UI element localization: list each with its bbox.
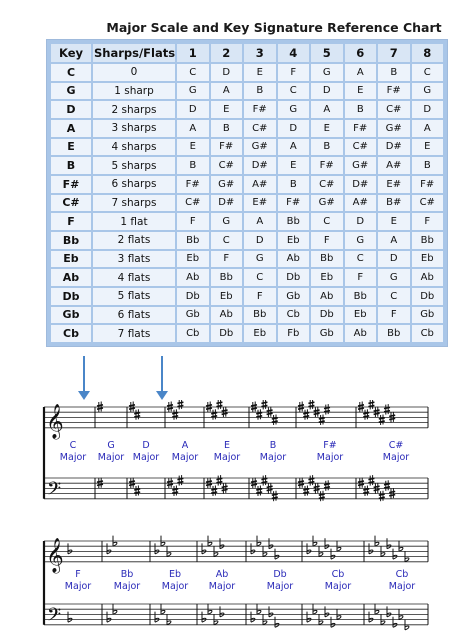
scale-note-cell: Db bbox=[412, 288, 444, 305]
key-label bbox=[258, 569, 302, 593]
key-label-name: B bbox=[269, 440, 277, 451]
scale-note-cell: Db bbox=[211, 325, 243, 342]
scale-note-cell: G# bbox=[378, 120, 410, 137]
scale-note-cell: Cb bbox=[177, 325, 209, 342]
scale-note-cell: G bbox=[311, 64, 343, 81]
flat-sign-icon bbox=[155, 612, 159, 623]
sharp-sign-icon bbox=[177, 400, 183, 409]
scale-note-cell: B bbox=[345, 101, 377, 118]
scale-note-cell: C# bbox=[378, 101, 410, 118]
flat-sign-icon bbox=[269, 606, 273, 617]
chart-title: Major Scale and Key Signature Reference Chart bbox=[106, 20, 442, 35]
flat-sign-icon bbox=[325, 538, 329, 549]
sharps-flats-cell: 4 flats bbox=[93, 269, 175, 286]
sharp-sign-icon bbox=[134, 409, 140, 420]
sharp-sign-icon bbox=[134, 486, 140, 497]
key-label-word: Major bbox=[316, 452, 344, 463]
key-label-word: Major bbox=[259, 452, 287, 463]
scale-note-cell: Eb bbox=[244, 325, 276, 342]
scale-note-cell: D bbox=[378, 251, 410, 268]
key-cell: Ab bbox=[51, 269, 91, 286]
scale-note-cell: E bbox=[211, 101, 243, 118]
table-row bbox=[51, 269, 443, 286]
scale-note-cell: Bb bbox=[412, 232, 444, 249]
sharp-sign-icon bbox=[272, 491, 278, 502]
scale-note-cell: G bbox=[177, 83, 209, 100]
scale-note-cell: Cb bbox=[278, 307, 310, 324]
sharp-sign-icon bbox=[177, 475, 183, 486]
scale-note-cell: E# bbox=[378, 176, 410, 193]
scale-note-cell: Db bbox=[311, 307, 343, 324]
scale-note-cell: F bbox=[345, 269, 377, 286]
scale-note-cell: E bbox=[244, 64, 276, 81]
key-cell: F bbox=[51, 213, 91, 230]
scale-note-cell: Bb bbox=[244, 307, 276, 324]
flat-sign-icon bbox=[220, 538, 224, 549]
column-header-degree-4: 4 bbox=[278, 44, 310, 62]
scale-note-cell: B bbox=[278, 176, 310, 193]
scale-note-cell: G bbox=[244, 251, 276, 268]
table-row bbox=[51, 139, 443, 156]
sharps-flats-cell: 1 flat bbox=[93, 213, 175, 230]
scale-note-cell: F bbox=[278, 64, 310, 81]
scale-note-cell: E bbox=[378, 213, 410, 230]
scale-note-cell: F# bbox=[378, 83, 410, 100]
scale-note-cell: D bbox=[177, 101, 209, 118]
key-label bbox=[205, 440, 249, 464]
scale-note-cell: C# bbox=[412, 195, 444, 212]
column-header-degree-3: 3 bbox=[244, 44, 276, 62]
column-header-key: Key bbox=[51, 44, 91, 62]
key-label-name: Cb bbox=[395, 569, 409, 580]
flat-sign-icon bbox=[275, 617, 279, 628]
sharp-sign-icon bbox=[272, 415, 278, 426]
sharps-flats-cell: 5 sharps bbox=[93, 157, 175, 174]
sharp-sign-icon bbox=[384, 480, 390, 491]
scale-note-cell: B bbox=[378, 64, 410, 81]
scale-note-cell: Db bbox=[278, 269, 310, 286]
scale-note-cell: F bbox=[177, 213, 209, 230]
key-label-name: C# bbox=[388, 440, 404, 451]
flat-sign-icon bbox=[68, 543, 72, 554]
scale-note-cell: A bbox=[311, 101, 343, 118]
scale-note-cell: F bbox=[244, 288, 276, 305]
scale-note-cell: D# bbox=[211, 195, 243, 212]
scale-note-cell: F# bbox=[412, 176, 444, 193]
sharp-sign-icon bbox=[216, 475, 222, 486]
scale-note-cell: C# bbox=[311, 176, 343, 193]
sharps-flats-cell: 2 flats bbox=[93, 232, 175, 249]
key-label bbox=[163, 440, 207, 464]
scale-note-cell: E bbox=[278, 157, 310, 174]
table-row bbox=[51, 325, 443, 342]
scale-note-cell: B bbox=[412, 157, 444, 174]
key-label-name: A bbox=[181, 440, 189, 451]
scale-note-cell: C bbox=[177, 64, 209, 81]
flat-sign-icon bbox=[369, 612, 373, 623]
scale-note-cell: Eb bbox=[345, 307, 377, 324]
scale-note-cell: F# bbox=[244, 101, 276, 118]
table-row bbox=[51, 288, 443, 305]
scale-note-cell: C bbox=[345, 251, 377, 268]
sharp-sign-icon bbox=[216, 400, 222, 409]
key-label bbox=[251, 440, 295, 464]
scale-note-cell: F bbox=[211, 251, 243, 268]
sharp-sign-icon bbox=[368, 400, 374, 409]
flat-sign-icon bbox=[331, 549, 335, 560]
key-cell: Bb bbox=[51, 232, 91, 249]
scale-note-cell: Db bbox=[177, 288, 209, 305]
scale-note-cell: E bbox=[311, 120, 343, 137]
key-label-name: F bbox=[75, 569, 81, 580]
key-label-name: D bbox=[142, 440, 150, 451]
table-row bbox=[51, 101, 443, 118]
sharp-sign-icon bbox=[256, 409, 262, 420]
scale-note-cell: Ab bbox=[311, 288, 343, 305]
sharp-sign-icon bbox=[256, 486, 262, 497]
scale-note-cell: C bbox=[378, 288, 410, 305]
scale-note-cell: Cb bbox=[412, 325, 444, 342]
key-label-word: Major bbox=[382, 452, 410, 463]
flat-sign-icon bbox=[387, 606, 391, 617]
scale-note-cell: Gb bbox=[311, 325, 343, 342]
scale-note-cell: G bbox=[345, 232, 377, 249]
scale-note-cell: Ab bbox=[177, 269, 209, 286]
flat-sign-icon bbox=[331, 617, 335, 628]
key-label-name: E bbox=[223, 440, 230, 451]
key-label bbox=[124, 440, 168, 464]
key-label-word: Major bbox=[266, 581, 294, 592]
scale-note-cell: A bbox=[345, 64, 377, 81]
scale-note-cell: Bb bbox=[378, 325, 410, 342]
scale-note-cell: C bbox=[211, 232, 243, 249]
key-label bbox=[380, 569, 424, 593]
sharps-flats-cell: 1 sharp bbox=[93, 83, 175, 100]
key-label-word: Major bbox=[208, 581, 236, 592]
key-label bbox=[308, 440, 352, 464]
scale-note-cell: A# bbox=[345, 195, 377, 212]
table-body bbox=[51, 64, 443, 342]
scale-note-cell: F# bbox=[211, 139, 243, 156]
scale-note-cell: A bbox=[278, 139, 310, 156]
column-header-degree-7: 7 bbox=[378, 44, 410, 62]
sharps-flats-cell: 0 bbox=[93, 64, 175, 81]
flat-sign-icon bbox=[369, 543, 373, 554]
scale-note-cell: Eb bbox=[278, 232, 310, 249]
scale-note-cell: F# bbox=[177, 176, 209, 193]
key-label-word: Major bbox=[97, 452, 125, 463]
column-header-sharps-flats: Sharps/Flats bbox=[94, 46, 176, 60]
key-cell: C bbox=[51, 64, 91, 81]
flat-sign-icon bbox=[269, 538, 273, 549]
sharp-sign-icon bbox=[261, 400, 267, 409]
scale-note-cell: E# bbox=[244, 195, 276, 212]
down-arrow-icon bbox=[83, 356, 85, 394]
sharp-sign-icon bbox=[324, 404, 330, 415]
flat-sign-icon bbox=[387, 538, 391, 549]
scale-note-cell: F# bbox=[345, 120, 377, 137]
scale-note-cell: G# bbox=[345, 157, 377, 174]
flat-sign-icon bbox=[251, 543, 255, 554]
key-cell: C# bbox=[51, 195, 91, 212]
scale-note-cell: G bbox=[412, 83, 444, 100]
key-label-name: Ab bbox=[215, 569, 229, 580]
key-label-word: Major bbox=[213, 452, 241, 463]
treble-clef-icon: 𝄞 bbox=[46, 404, 64, 439]
scale-note-cell: Fb bbox=[278, 325, 310, 342]
key-label bbox=[316, 569, 360, 593]
scale-note-cell: B bbox=[177, 157, 209, 174]
key-cell: Gb bbox=[51, 307, 91, 324]
sharps-flats-cell: 3 sharps bbox=[93, 120, 175, 137]
key-label-word: Major bbox=[388, 581, 416, 592]
sharp-sign-icon bbox=[363, 409, 369, 420]
key-label-word: Major bbox=[113, 581, 141, 592]
sharp-sign-icon bbox=[384, 404, 390, 415]
flat-sign-icon bbox=[107, 543, 111, 554]
key-label-name: Db bbox=[273, 569, 287, 580]
treble-clef-icon: 𝄞 bbox=[46, 538, 64, 573]
table-row bbox=[51, 251, 443, 268]
scale-note-cell: D bbox=[311, 83, 343, 100]
key-cell: G bbox=[51, 83, 91, 100]
sharps-flats-cell: 7 sharps bbox=[93, 195, 175, 212]
scale-note-cell: Eb bbox=[177, 251, 209, 268]
key-cell: A bbox=[51, 120, 91, 137]
scale-note-cell: D# bbox=[378, 139, 410, 156]
scale-note-cell: D# bbox=[345, 176, 377, 193]
flat-sign-icon bbox=[275, 549, 279, 560]
scale-note-cell: A# bbox=[244, 176, 276, 193]
key-label-name: Cb bbox=[331, 569, 345, 580]
scale-note-cell: D bbox=[211, 64, 243, 81]
scale-note-cell: F bbox=[378, 307, 410, 324]
sharp-sign-icon bbox=[303, 409, 309, 420]
table-row bbox=[51, 213, 443, 230]
flat-sign-icon bbox=[220, 606, 224, 617]
key-label-name: Bb bbox=[120, 569, 134, 580]
scale-note-cell: G bbox=[378, 269, 410, 286]
scale-note-cell: B# bbox=[378, 195, 410, 212]
scale-note-cell: F bbox=[311, 232, 343, 249]
scale-note-cell: A bbox=[177, 120, 209, 137]
scale-note-cell: Bb bbox=[278, 213, 310, 230]
scale-note-cell: A bbox=[244, 213, 276, 230]
sharp-sign-icon bbox=[308, 475, 314, 486]
scale-note-cell: Gb bbox=[278, 288, 310, 305]
scale-note-cell: C# bbox=[177, 195, 209, 212]
flat-sign-icon bbox=[202, 612, 206, 623]
flat-sign-icon bbox=[68, 612, 72, 623]
scale-note-cell: A bbox=[412, 120, 444, 137]
scale-note-cell: Bb bbox=[311, 251, 343, 268]
sharps-flats-cell: 3 flats bbox=[93, 251, 175, 268]
scale-note-cell: G bbox=[278, 101, 310, 118]
key-label-name: G bbox=[107, 440, 115, 451]
flat-sign-icon bbox=[307, 543, 311, 554]
scale-note-cell: C bbox=[244, 269, 276, 286]
scale-note-cell: Eb bbox=[311, 269, 343, 286]
key-label bbox=[153, 569, 197, 593]
key-cell: D bbox=[51, 101, 91, 118]
reference-table bbox=[49, 42, 445, 344]
sharp-sign-icon bbox=[172, 486, 178, 497]
scale-note-cell: G# bbox=[311, 195, 343, 212]
scale-note-cell: C# bbox=[244, 120, 276, 137]
sharp-sign-icon bbox=[211, 409, 217, 420]
column-header-degree-1: 1 bbox=[177, 44, 209, 62]
table-row bbox=[51, 157, 443, 174]
scale-note-cell: E bbox=[345, 83, 377, 100]
scale-note-cell: C bbox=[278, 83, 310, 100]
scale-note-cell: G bbox=[211, 213, 243, 230]
sharp-sign-icon bbox=[363, 486, 369, 497]
key-cell: F# bbox=[51, 176, 91, 193]
key-label bbox=[374, 440, 418, 464]
scale-note-cell: Ab bbox=[345, 325, 377, 342]
flat-sign-icon bbox=[393, 617, 397, 628]
scale-note-cell: F# bbox=[311, 157, 343, 174]
scale-note-cell: F bbox=[412, 213, 444, 230]
column-header-degree-6: 6 bbox=[345, 44, 377, 62]
table-row bbox=[51, 176, 443, 193]
sharps-flats-cell: 2 sharps bbox=[93, 101, 175, 118]
flat-sign-icon bbox=[393, 549, 397, 560]
key-label bbox=[56, 569, 100, 593]
table-row bbox=[51, 120, 443, 137]
scale-note-cell: Bb bbox=[345, 288, 377, 305]
sharp-sign-icon bbox=[319, 415, 325, 426]
scale-note-cell: Ab bbox=[278, 251, 310, 268]
sharps-flats-cell: 6 sharps bbox=[93, 176, 175, 193]
sharps-flats-cell: 7 flats bbox=[93, 325, 175, 342]
scale-note-cell: D# bbox=[244, 157, 276, 174]
scale-note-cell: G# bbox=[244, 139, 276, 156]
scale-note-cell: C bbox=[412, 64, 444, 81]
scale-note-cell: D bbox=[278, 120, 310, 137]
table-row bbox=[51, 307, 443, 324]
column-header-degree-5: 5 bbox=[311, 44, 343, 62]
table-row bbox=[51, 195, 443, 212]
bass-clef-icon: 𝄢 bbox=[47, 605, 62, 630]
scale-note-cell: Bb bbox=[177, 232, 209, 249]
scale-note-cell: Gb bbox=[412, 307, 444, 324]
table-row bbox=[51, 64, 443, 81]
down-arrow-icon bbox=[161, 356, 163, 394]
sharps-flats-cell: 4 sharps bbox=[93, 139, 175, 156]
key-cell: Eb bbox=[51, 251, 91, 268]
scale-note-cell: Gb bbox=[177, 307, 209, 324]
sharps-flats-cell: 6 flats bbox=[93, 307, 175, 324]
flat-sign-icon bbox=[202, 543, 206, 554]
reference-table-container bbox=[46, 39, 448, 347]
flat-sign-icon bbox=[307, 612, 311, 623]
scale-note-cell: C bbox=[311, 213, 343, 230]
table-row bbox=[51, 232, 443, 249]
scale-note-cell: D bbox=[244, 232, 276, 249]
table-row bbox=[51, 83, 443, 100]
scale-note-cell: Eb bbox=[412, 251, 444, 268]
key-label-word: Major bbox=[324, 581, 352, 592]
scale-note-cell: E bbox=[177, 139, 209, 156]
scale-note-cell: C# bbox=[345, 139, 377, 156]
key-label-name: F# bbox=[323, 440, 337, 451]
scale-note-cell: Eb bbox=[211, 288, 243, 305]
scale-note-cell: A# bbox=[378, 157, 410, 174]
flat-sign-icon bbox=[155, 543, 159, 554]
scale-note-cell: F# bbox=[278, 195, 310, 212]
sharp-sign-icon bbox=[324, 480, 330, 491]
column-header-degree-2: 2 bbox=[211, 44, 243, 62]
table-header-row bbox=[51, 44, 443, 62]
flat-sign-icon bbox=[251, 612, 255, 623]
key-label-word: Major bbox=[132, 452, 160, 463]
key-label-word: Major bbox=[64, 581, 92, 592]
key-label-word: Major bbox=[161, 581, 189, 592]
key-cell: E bbox=[51, 139, 91, 156]
scale-note-cell: D bbox=[412, 101, 444, 118]
scale-note-cell: A bbox=[378, 232, 410, 249]
scale-note-cell: B bbox=[311, 139, 343, 156]
scale-note-cell: Ab bbox=[211, 307, 243, 324]
sharp-sign-icon bbox=[211, 486, 217, 497]
scale-note-cell: E bbox=[412, 139, 444, 156]
sharps-flats-cell: 5 flats bbox=[93, 288, 175, 305]
sharp-sign-icon bbox=[308, 400, 314, 409]
key-cell: B bbox=[51, 157, 91, 174]
key-label-name: C bbox=[69, 440, 77, 451]
scale-note-cell: G# bbox=[211, 176, 243, 193]
scale-note-cell: B bbox=[211, 120, 243, 137]
sharp-sign-icon bbox=[368, 475, 374, 486]
flat-sign-icon bbox=[107, 612, 111, 623]
scale-note-cell: Bb bbox=[211, 269, 243, 286]
sharp-sign-icon bbox=[303, 486, 309, 497]
key-label-word: Major bbox=[59, 452, 87, 463]
sharp-sign-icon bbox=[261, 475, 267, 486]
sharp-sign-icon bbox=[379, 491, 385, 502]
column-header-degree-8: 8 bbox=[412, 44, 444, 62]
key-label bbox=[200, 569, 244, 593]
key-cell: Cb bbox=[51, 325, 91, 342]
scale-note-cell: D bbox=[345, 213, 377, 230]
sharp-sign-icon bbox=[172, 409, 178, 420]
bass-clef-icon: 𝄢 bbox=[47, 479, 62, 504]
sharp-sign-icon bbox=[319, 491, 325, 502]
sharp-sign-icon bbox=[379, 415, 385, 426]
key-cell: Db bbox=[51, 288, 91, 305]
key-label-name: Eb bbox=[168, 569, 182, 580]
scale-note-cell: Ab bbox=[412, 269, 444, 286]
scale-note-cell: C# bbox=[211, 157, 243, 174]
key-label-word: Major bbox=[171, 452, 199, 463]
scale-note-cell: B bbox=[244, 83, 276, 100]
flat-sign-icon bbox=[325, 606, 329, 617]
scale-note-cell: A bbox=[211, 83, 243, 100]
key-label bbox=[105, 569, 149, 593]
